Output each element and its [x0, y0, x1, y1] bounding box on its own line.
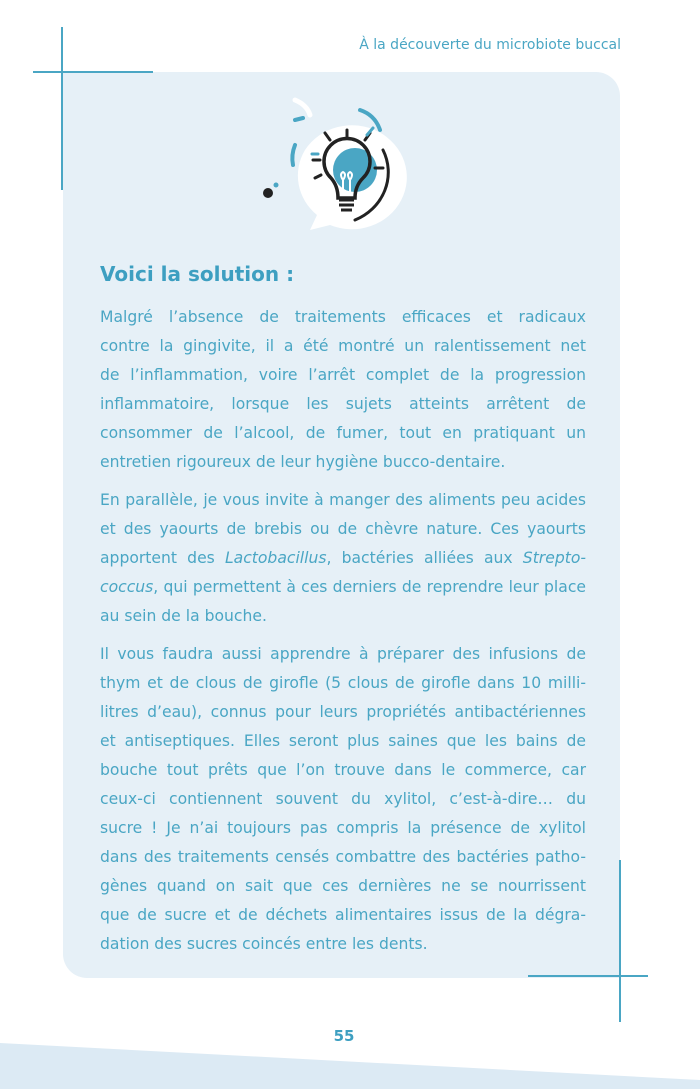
italic-term: Strepto- [522, 549, 586, 567]
text-segment: Malgré l’absence de traitements efficaces et radicaux [100, 308, 586, 326]
text-segment: dans des traitements censés combattre des bactéries patho- [100, 848, 586, 866]
text-line [100, 930, 586, 959]
text-segment: dation des sucres coincés entre les dents. [100, 935, 428, 953]
paragraph [100, 486, 586, 631]
text-line [100, 872, 586, 901]
text-segment: bouche tout prêts que l’on trouve dans le commerce, car [100, 761, 586, 779]
text-line [100, 515, 586, 544]
italic-term: Lactobacillus [224, 549, 327, 567]
text-line [100, 669, 586, 698]
text-segment: inflammatoire, lorsque les sujets atteints arrêtent de [100, 395, 586, 413]
body-text [100, 303, 586, 968]
italic-term: coccus [100, 578, 154, 596]
text-line [100, 419, 586, 448]
text-segment: consommer de l’alcool, de fumer, tout en pratiquant un [100, 424, 586, 442]
text-line [100, 303, 586, 332]
text-segment: Il vous faudra aussi apprendre à préparer des infusions de [100, 645, 586, 663]
text-segment: gènes quand on sait que ces dernières ne se nourrissent [100, 877, 586, 895]
text-line [100, 486, 586, 515]
text-segment: et antiseptiques. Elles seront plus saines que les bains de [100, 732, 586, 750]
page-number: 55 [333, 1027, 355, 1045]
text-line [100, 814, 586, 843]
text-line [100, 573, 586, 602]
text-line [100, 544, 586, 573]
text-segment: et des yaourts de brebis ou de chèvre nature. Ces yaourts [100, 520, 586, 538]
lightbulb-icon [255, 90, 425, 240]
text-line [100, 602, 586, 631]
text-line [100, 390, 586, 419]
text-segment: sucre ! Je n’ai toujours pas compris la présence de xylitol [100, 819, 586, 837]
text-line [100, 727, 586, 756]
running-header: À la découverte du microbiote buccal [359, 37, 621, 53]
corner-cross-vertical [619, 860, 621, 1022]
paragraph [100, 640, 586, 959]
text-line [100, 448, 586, 477]
text-segment: En parallèle, je vous invite à manger des aliments peu acides [100, 491, 586, 509]
corner-cross-horizontal [33, 71, 153, 73]
text-segment: thym et de clous de girofle (5 clous de girofle dans 10 milli- [100, 674, 586, 692]
paragraph [100, 303, 586, 477]
text-line [100, 756, 586, 785]
text-line [100, 361, 586, 390]
text-segment: ceux-ci contiennent souvent du xylitol, c’est-à-dire… du [100, 790, 586, 808]
text-segment: , qui permettent à ces derniers de reprendre leur place [153, 578, 586, 596]
text-line [100, 843, 586, 872]
text-segment: au sein de la bouche. [100, 607, 267, 625]
section-heading: Voici la solution : [100, 262, 295, 286]
corner-cross-vertical [61, 27, 63, 190]
text-segment: apportent des [100, 549, 225, 567]
text-segment: litres d’eau), connus pour leurs propriétés antibactériennes [100, 703, 586, 721]
text-segment: entretien rigoureux de leur hygiène bucco-dentaire. [100, 453, 506, 471]
text-line [100, 785, 586, 814]
text-segment: que de sucre et de déchets alimentaires issus de la dégra- [100, 906, 586, 924]
text-line [100, 901, 586, 930]
text-segment: contre la gingivite, il a été montré un ralentissement net [100, 337, 586, 355]
text-line [100, 640, 586, 669]
text-segment: de l’inflammation, voire l’arrêt complet de la progression [100, 366, 586, 384]
text-line [100, 332, 586, 361]
text-segment: , bactéries alliées aux [326, 549, 523, 567]
corner-cross-horizontal [528, 975, 648, 977]
text-line [100, 698, 586, 727]
